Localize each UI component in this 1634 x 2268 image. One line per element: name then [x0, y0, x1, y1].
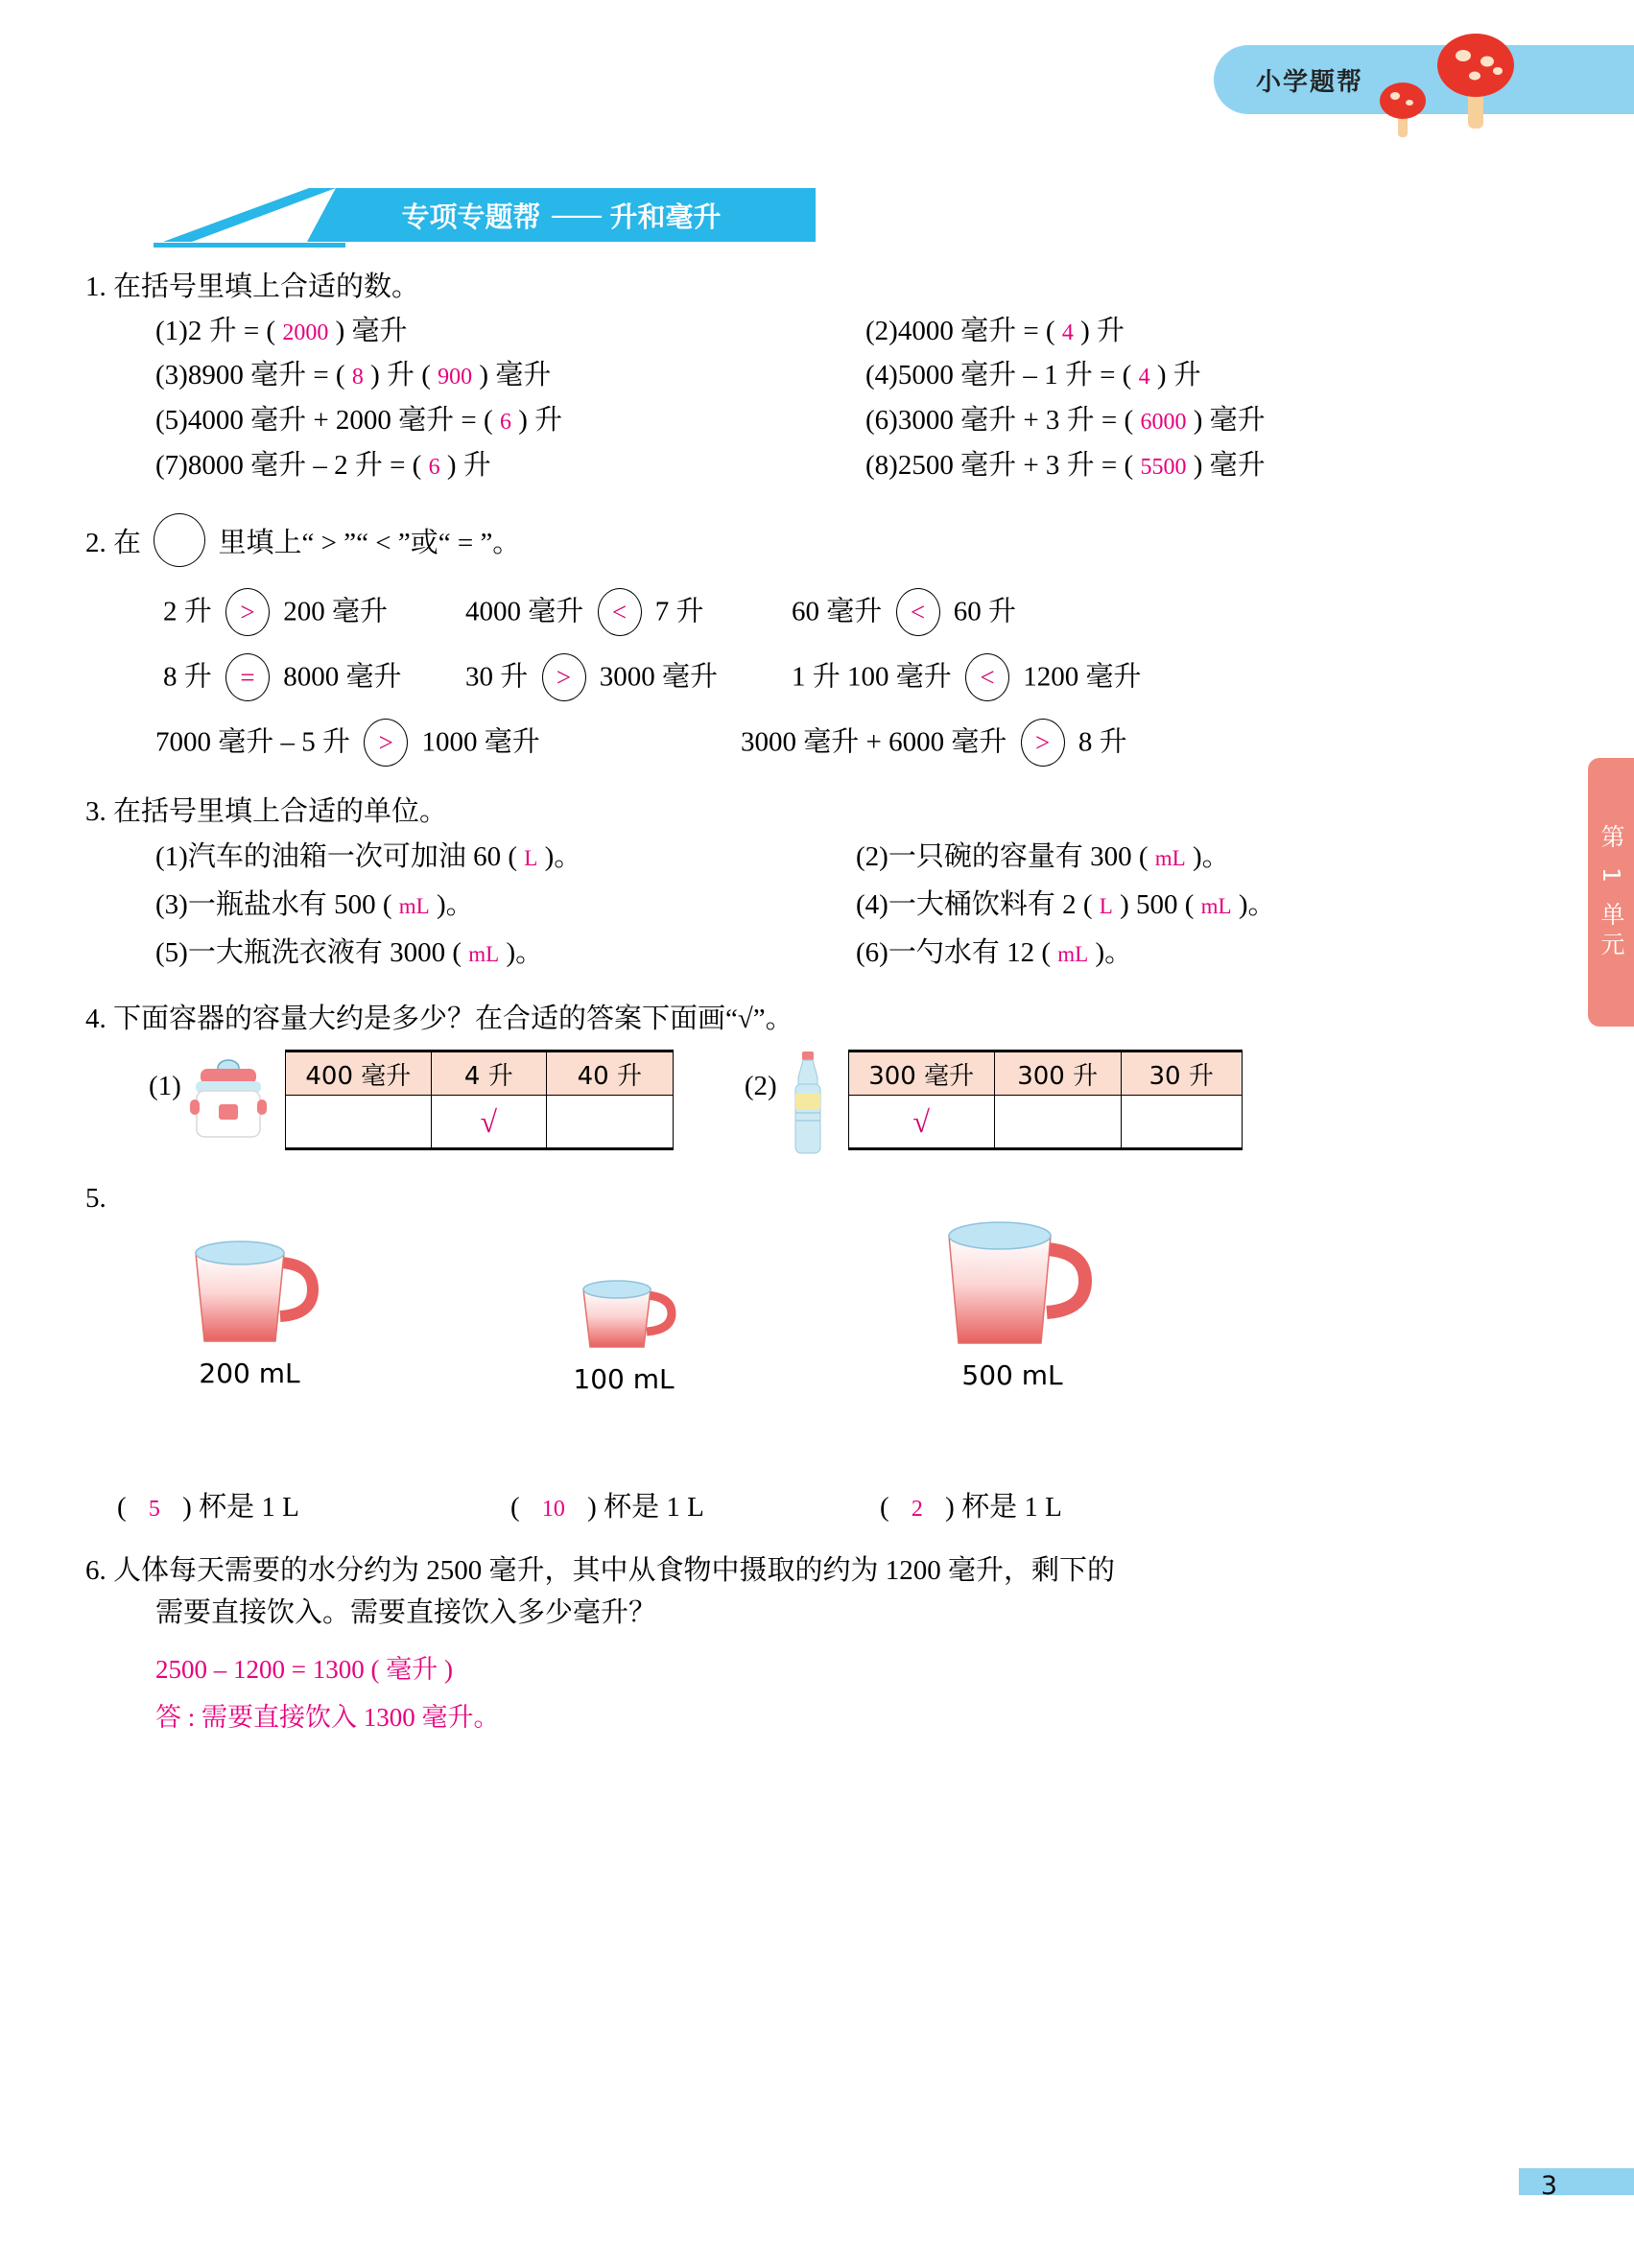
- q5-answer-2-value[interactable]: 10: [541, 1496, 565, 1522]
- q2-cell-3-1-left: 7000 毫升 – 5 升: [155, 726, 351, 758]
- q1-item-5-pre: 4000 毫升 + 2000 毫升 = (: [187, 405, 493, 437]
- q2-cell-3-1-operator[interactable]: >: [364, 719, 408, 767]
- q4-set-1-option-2: 4 升: [431, 1051, 546, 1096]
- q2-cell-2-3-operator[interactable]: <: [965, 653, 1009, 701]
- q2-cell-3-2-right: 8 升: [1077, 726, 1127, 758]
- q2-cell-1-3: [792, 588, 1016, 636]
- q3-item-2-pre: 一只碗的容量有 300 (: [888, 840, 1149, 872]
- q3-item-3-post: )。: [436, 888, 474, 920]
- q5-cup-2-capacity: 100 mL: [573, 1362, 675, 1395]
- q1-item-5: [155, 398, 865, 443]
- q3-item-3: [155, 882, 856, 930]
- banner-text: [307, 188, 816, 242]
- q3-item-4: [856, 882, 1634, 930]
- q2-cell-3-1-right: 1000 毫升: [421, 726, 540, 758]
- q3-item-6-post: )。: [1095, 936, 1133, 968]
- q4-set-2-option-2: 300 升: [994, 1051, 1121, 1096]
- question-2-title-a: 在: [113, 528, 142, 559]
- q4-set-1-option-3: 40 升: [546, 1051, 673, 1096]
- q4-set-1-answer-row: [285, 1096, 673, 1149]
- q1-item-5-post: ) 升: [518, 405, 563, 437]
- q1-item-8-label: (8): [865, 450, 898, 482]
- q3-item-6-label: (6): [856, 936, 888, 968]
- question-2-title-b: 里填上“ > ”“ < ”或“ = ”。: [218, 528, 521, 559]
- q3-item-6-answer[interactable]: mL: [1057, 941, 1089, 966]
- q1-item-6: [865, 398, 1634, 443]
- q3-item-5-pre: 一大瓶洗衣液有 3000 (: [187, 936, 462, 968]
- q2-cell-3-2-operator[interactable]: >: [1021, 719, 1065, 767]
- question-1-title: 在括号里填上合适的数。: [113, 272, 420, 302]
- q1-item-3-post: ) 毫升: [479, 360, 552, 391]
- q2-cell-1-3-left: 60 毫升: [792, 596, 883, 627]
- q5-cup-3: [902, 1205, 1123, 1391]
- question-6-line-2: 需要直接饮入。需要直接饮入多少毫升？: [155, 1597, 657, 1629]
- q3-item-1: [155, 834, 856, 882]
- q1-item-3-answer-2[interactable]: 900: [438, 365, 473, 390]
- q1-item-3-label: (3): [155, 360, 188, 391]
- q5-answer-3-post: ) 杯是 1 L: [945, 1491, 1062, 1523]
- q1-item-4-label: (4): [865, 360, 898, 391]
- q3-item-2-answer[interactable]: mL: [1154, 845, 1186, 870]
- question-6-work[interactable]: 2500 – 1200 = 1300 ( 毫升 ): [155, 1655, 453, 1685]
- q4-set-2-header-row: [848, 1051, 1242, 1096]
- measuring-cup-icon: [173, 1224, 326, 1347]
- mushroom-icon: [1375, 72, 1431, 141]
- q4-set-1-label: (1): [149, 1071, 181, 1101]
- q4-set-1-cell-2[interactable]: [431, 1096, 546, 1149]
- q3-item-3-pre: 一瓶盐水有 500 (: [187, 888, 392, 920]
- q3-item-3-answer[interactable]: mL: [398, 893, 430, 918]
- q1-item-5-answer[interactable]: 6: [499, 410, 511, 436]
- q5-cup-2: [533, 1270, 715, 1395]
- q1-item-2: [865, 309, 1634, 354]
- q3-item-3-label: (3): [155, 888, 188, 920]
- question-6-number: 6.: [85, 1554, 107, 1586]
- q5-answer-1: [117, 1485, 510, 1524]
- question-6-line-1: [85, 1549, 1634, 1593]
- q3-item-4-label: (4): [856, 888, 888, 920]
- q4-set-2-table: [848, 1050, 1243, 1150]
- question-4: [0, 999, 1634, 1162]
- q1-item-4-pre: 5000 毫升 – 1 升 = (: [897, 360, 1132, 391]
- question-5-answers: [0, 1485, 1634, 1524]
- q2-cell-1-2-operator[interactable]: <: [598, 588, 642, 636]
- q1-item-2-answer[interactable]: 4: [1061, 319, 1074, 345]
- q4-set-1-option-1: 400 毫升: [285, 1051, 431, 1096]
- q2-cell-1-3-right: 60 升: [953, 596, 1017, 627]
- q5-answer-1-pre: (: [117, 1491, 127, 1523]
- q1-item-8-pre: 2500 毫升 + 3 升 = (: [897, 450, 1134, 482]
- q4-set-2-answer-row: [848, 1096, 1242, 1149]
- q1-item-4: [865, 353, 1634, 398]
- q3-item-4-mid: ) 500 (: [1120, 888, 1195, 920]
- q4-set-2-option-3: 30 升: [1121, 1051, 1242, 1096]
- question-1-items: [0, 309, 1634, 489]
- q5-cup-1-capacity: 200 mL: [199, 1357, 300, 1389]
- q1-item-6-post: ) 毫升: [1193, 405, 1266, 437]
- q5-cup-3-capacity: 500 mL: [961, 1358, 1063, 1391]
- q5-answer-3-pre: (: [880, 1491, 889, 1523]
- banner-title: 专项专题帮: [401, 200, 541, 233]
- q1-item-5-label: (5): [155, 405, 188, 437]
- q3-item-1-label: (1): [155, 840, 188, 872]
- q2-cell-3-2-left: 3000 毫升 + 6000 毫升: [741, 726, 1007, 758]
- q1-item-1-label: (1): [155, 315, 188, 346]
- q2-cell-2-1-right: 8000 毫升: [283, 661, 402, 693]
- q5-answer-2: [510, 1485, 880, 1524]
- q4-set-1: [149, 1050, 674, 1150]
- q1-item-7-pre: 8000 毫升 – 2 升 = (: [187, 450, 422, 482]
- q1-item-1-post: ) 毫升: [335, 315, 408, 346]
- q1-item-2-post: ) 升: [1080, 315, 1125, 346]
- check-mark-icon: √: [912, 1103, 930, 1139]
- question-6-text: [0, 1549, 1634, 1636]
- q3-item-4-answer[interactable]: L: [1099, 893, 1113, 918]
- brand-label: 小学题帮: [1256, 67, 1364, 97]
- question-5-number: 5.: [85, 1183, 107, 1214]
- q1-item-3: [155, 353, 865, 398]
- question-4-title: 下面容器的容量大约是多少？在合适的答案下面画“√”。: [113, 1003, 793, 1034]
- measuring-cup-icon: [924, 1205, 1101, 1349]
- q1-item-2-label: (2): [865, 315, 898, 346]
- q2-cell-1-2-left: 4000 毫升: [465, 596, 584, 627]
- q2-cell-2-2: [465, 653, 792, 701]
- check-mark-icon: √: [480, 1103, 498, 1139]
- q4-set-2-label: (2): [744, 1071, 777, 1101]
- question-6: [0, 1549, 1634, 1743]
- q2-cell-2-3: [792, 653, 1142, 701]
- q4-set-2-option-1: 300 毫升: [848, 1051, 994, 1096]
- q1-item-4-post: ) 升: [1156, 360, 1201, 391]
- q4-set-2-cell-2[interactable]: [994, 1096, 1121, 1149]
- banner-dash: ——: [550, 199, 601, 231]
- q3-item-5-post: )。: [506, 936, 544, 968]
- q1-item-7-answer[interactable]: 6: [428, 455, 440, 481]
- q2-cell-1-2-right: 7 升: [654, 596, 704, 627]
- page-number-bar: [1519, 2168, 1634, 2195]
- question-1-heading: [0, 267, 1634, 309]
- q4-set-2-cell-3[interactable]: [1121, 1096, 1242, 1149]
- q5-answer-3: [880, 1485, 1062, 1524]
- question-4-number: 4.: [85, 1003, 107, 1034]
- q5-answer-1-value[interactable]: 5: [148, 1496, 160, 1522]
- q4-set-2: [745, 1050, 1243, 1161]
- q1-item-4-answer[interactable]: 4: [1138, 365, 1150, 390]
- question-2-number: 2.: [85, 528, 107, 559]
- measuring-cup-icon: [566, 1270, 681, 1353]
- q3-item-2-post: )。: [1192, 840, 1230, 872]
- question-3-items: [0, 834, 1634, 978]
- banner-subject: 升和毫升: [609, 200, 722, 233]
- q4-set-1-table: [285, 1050, 674, 1150]
- q1-item-6-label: (6): [865, 405, 898, 437]
- q3-item-6: [856, 930, 1634, 978]
- q2-cell-2-2-right: 3000 毫升: [599, 661, 719, 693]
- q3-item-1-pre: 汽车的油箱一次可加油 60 (: [187, 840, 517, 872]
- question-5: [0, 1178, 1634, 1524]
- q2-row-3: [0, 719, 1634, 767]
- question-3-title: 在括号里填上合适的单位。: [113, 796, 448, 828]
- q3-item-2: [856, 834, 1634, 882]
- q3-item-5-label: (5): [155, 936, 188, 968]
- question-6-answer[interactable]: 答 : 需要直接饮入 1300 毫升。: [155, 1703, 500, 1733]
- question-1-number: 1.: [85, 272, 107, 302]
- q3-item-5-answer[interactable]: mL: [468, 941, 500, 966]
- water-bottle-icon: [783, 1050, 833, 1161]
- q1-item-3-pre: 8900 毫升 = (: [187, 360, 345, 391]
- question-2: [0, 513, 1634, 767]
- unit-side-tab-label: 第 1 单元: [1598, 823, 1625, 961]
- q3-item-1-post: )。: [544, 840, 582, 872]
- question-3: [0, 791, 1634, 977]
- rice-cooker-icon: [187, 1051, 270, 1144]
- q5-answer-2-post: ) 杯是 1 L: [587, 1491, 704, 1523]
- q3-item-1-answer[interactable]: L: [524, 845, 538, 870]
- q2-cell-2-2-operator[interactable]: >: [542, 653, 586, 701]
- question-2-heading: [0, 513, 1634, 567]
- q1-item-1-answer[interactable]: 2000: [282, 319, 329, 345]
- q3-item-4-pre: 一大桶饮料有 2 (: [888, 888, 1093, 920]
- q5-answer-3-value[interactable]: 2: [911, 1496, 923, 1522]
- q2-cell-2-3-left: 1 升 100 毫升: [792, 661, 952, 693]
- q3-item-6-pre: 一勺水有 12 (: [888, 936, 1051, 968]
- q2-cell-1-2: [465, 588, 792, 636]
- header-bar: [1214, 45, 1634, 114]
- q5-answer-2-pre: (: [510, 1491, 520, 1523]
- page-number: 3: [1540, 2171, 1557, 2201]
- q2-cell-1-1-left: 2 升: [163, 596, 212, 627]
- question-4-heading: [0, 999, 1634, 1041]
- q2-cell-2-1-operator[interactable]: =: [225, 653, 270, 701]
- worksheet-content: [0, 267, 1634, 1742]
- q1-item-6-answer[interactable]: 6000: [1140, 410, 1187, 436]
- question-5-heading: [0, 1178, 1634, 1220]
- q2-cell-1-1: [163, 588, 465, 636]
- q1-item-2-pre: 4000 毫升 = (: [897, 315, 1055, 346]
- q1-item-8-answer[interactable]: 5500: [1140, 455, 1187, 481]
- q2-cell-1-1-operator[interactable]: >: [225, 588, 270, 636]
- q2-row-2: [0, 653, 1634, 701]
- comparison-circle-sample: [154, 513, 205, 567]
- q4-set-1-cell-1[interactable]: [285, 1096, 431, 1149]
- question-5-cups: [0, 1245, 1634, 1485]
- q4-set-1-header-row: [285, 1051, 673, 1096]
- question-1: [0, 267, 1634, 488]
- question-4-sets: [0, 1050, 1634, 1161]
- q1-item-7: [155, 443, 865, 488]
- q2-cell-1-3-operator[interactable]: <: [896, 588, 940, 636]
- q2-cell-2-1-left: 8 升: [163, 661, 212, 693]
- q5-answer-1-post: ) 杯是 1 L: [182, 1491, 299, 1523]
- q2-cell-2-3-right: 1200 毫升: [1023, 661, 1142, 693]
- q4-set-1-cell-3[interactable]: [546, 1096, 673, 1149]
- q2-row-1: [0, 588, 1634, 636]
- q1-item-3-mid: ) 升 (: [370, 360, 431, 391]
- q3-item-5: [155, 930, 856, 978]
- question-3-number: 3.: [85, 796, 107, 828]
- q2-cell-3-1: [155, 719, 741, 767]
- q2-cell-3-2: [741, 719, 1127, 767]
- q2-cell-2-1: [163, 653, 465, 701]
- q1-item-7-post: ) 升: [446, 450, 491, 482]
- q1-item-7-label: (7): [155, 450, 188, 482]
- q3-item-4-post: )。: [1238, 888, 1276, 920]
- q3-item-2-label: (2): [856, 840, 888, 872]
- q3-item-4-answer-2[interactable]: mL: [1200, 893, 1232, 918]
- question-3-heading: [0, 791, 1634, 834]
- q1-item-1-pre: 2 升 = (: [187, 315, 276, 346]
- q2-cell-1-1-right: 200 毫升: [283, 596, 389, 627]
- q1-item-3-answer[interactable]: 8: [351, 365, 364, 390]
- q1-item-8: [865, 443, 1634, 488]
- mushroom-icon: [1433, 21, 1521, 134]
- q1-item-1: [155, 309, 865, 354]
- q1-item-6-pre: 3000 毫升 + 3 升 = (: [897, 405, 1134, 437]
- question-6-line-1-text: 人体每天需要的水分约为 2500 毫升，其中从食物中摄取的约为 1200 毫升，剩下的: [113, 1554, 1116, 1586]
- q5-cup-1: [144, 1224, 355, 1389]
- q4-set-2-cell-1[interactable]: [848, 1096, 994, 1149]
- q2-cell-2-2-left: 30 升: [465, 661, 529, 693]
- q1-item-8-post: ) 毫升: [1193, 450, 1266, 482]
- section-banner: [307, 188, 816, 242]
- banner-underline: [154, 243, 345, 248]
